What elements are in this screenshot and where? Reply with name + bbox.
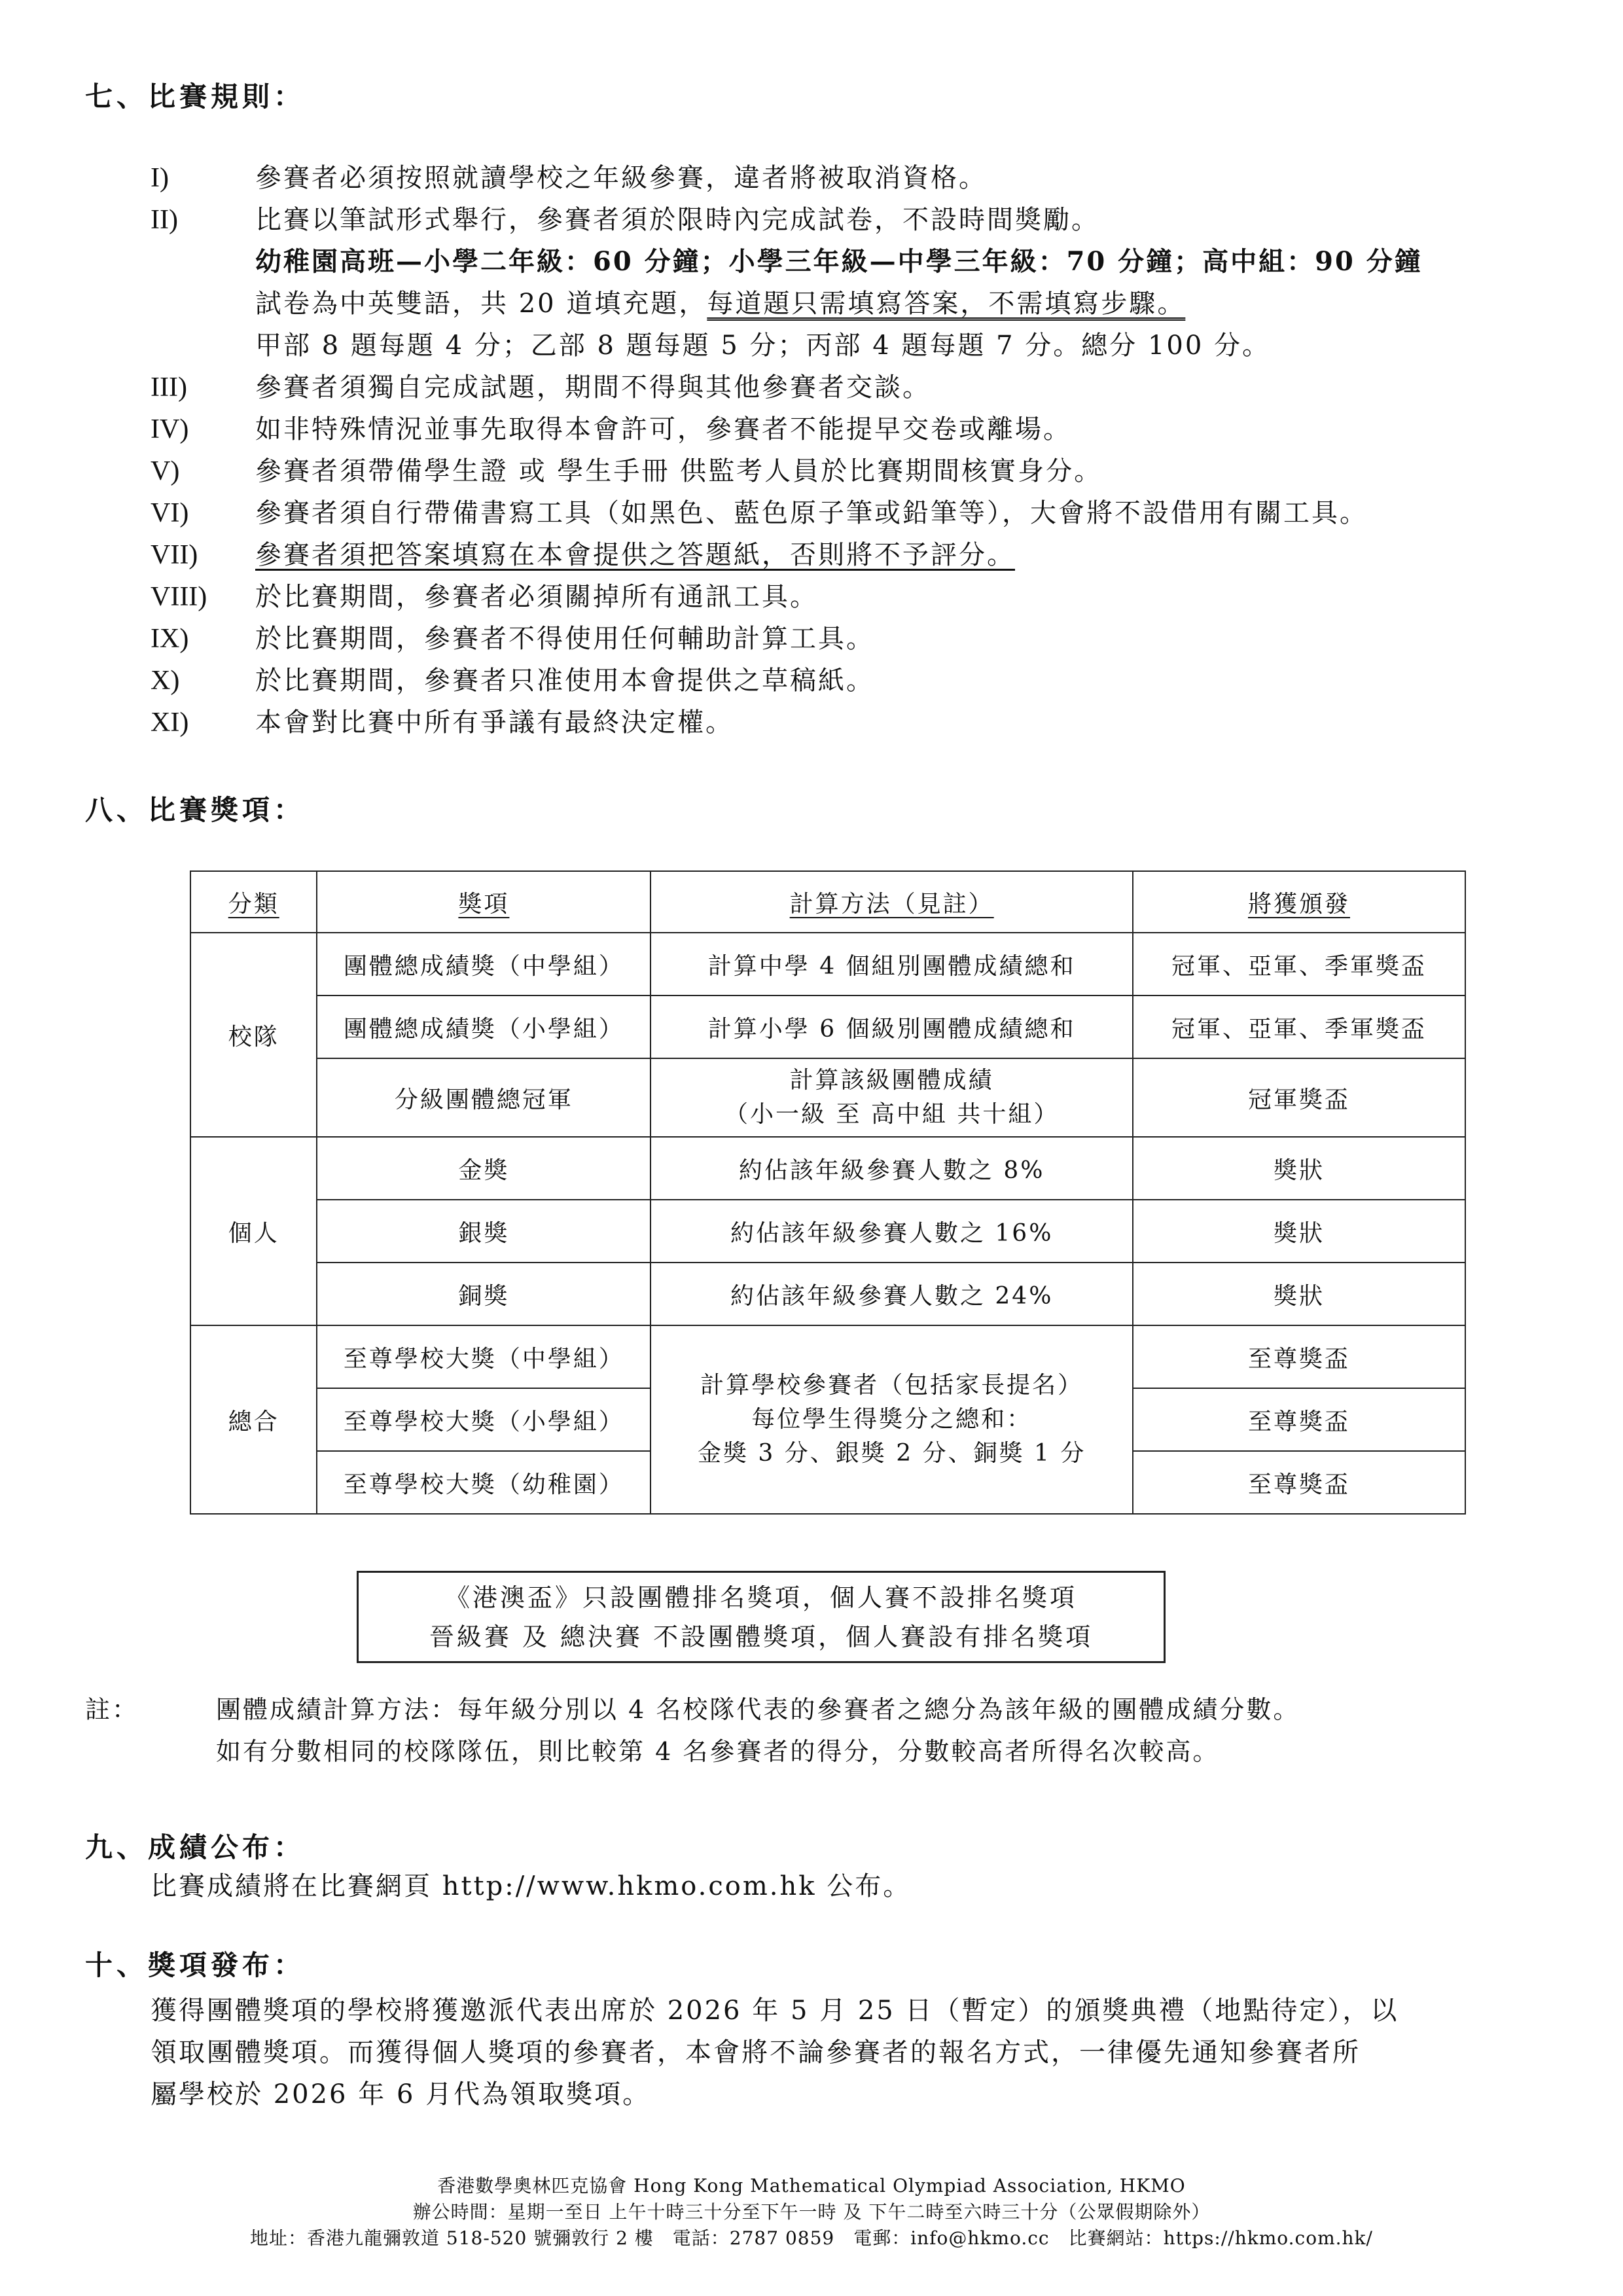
paragraph-line: 獲得團體獎項的學校將獲邀派代表出席於 2026 年 5 月 25 日（暫定）的頒獎典禮（地點待定），以	[151, 1996, 1399, 2026]
rule-text-emphasized	[255, 534, 1577, 576]
award-cell: 至尊學校大獎（小學組）	[317, 1388, 651, 1451]
category-cell: 校隊	[190, 933, 317, 1137]
exam-duration-line: 幼稚園高班—小學二年級：60 分鐘；小學三年級—中學三年級：70 分鐘；高中組：90 分鐘	[255, 246, 1423, 277]
rule-text: 比賽以筆試形式舉行，參賽者須於限時內完成試卷，不設時間獎勵。	[255, 205, 1099, 235]
note-body	[216, 1689, 1623, 1772]
rule-number: IX)	[151, 624, 189, 654]
rule-number: II)	[151, 205, 178, 235]
header-label: 計算方法（見註）	[789, 890, 994, 918]
table-row	[190, 933, 1465, 996]
section-9-title: 九、成績公布：	[85, 1831, 306, 1863]
exam-format-line	[151, 283, 1577, 325]
rule-text: 於比賽期間，參賽者不得使用任何輔助計算工具。	[255, 624, 874, 654]
note-line: 如有分數相同的校隊隊伍，則比較第 4 名參賽者的得分，分數較高者所得名次較高。	[216, 1737, 1220, 1766]
rule-number: III)	[151, 372, 187, 403]
method-line: （小一級 至 高中組 共十組）	[724, 1101, 1060, 1128]
rule-number: VIII)	[151, 582, 207, 612]
rule-number: VII)	[151, 540, 198, 570]
method-cell: 約佔該年級參賽人數之 16%	[651, 1200, 1133, 1263]
rule-number: X)	[151, 666, 180, 696]
rule-item	[151, 492, 1577, 534]
prize-cell: 冠軍、亞軍、季軍獎盃	[1133, 996, 1465, 1058]
prize-cell: 冠軍、亞軍、季軍獎盃	[1133, 933, 1465, 996]
method-cell: 計算中學 4 個組別團體成績總和	[651, 933, 1133, 996]
section-8-title: 八、比賽獎項：	[85, 794, 306, 826]
awards-table	[190, 870, 1466, 1515]
award-cell: 團體總成績獎（中學組）	[317, 933, 651, 996]
rule-number: V)	[151, 456, 180, 486]
rule-number: IV)	[151, 414, 189, 444]
rule-item	[151, 534, 1577, 576]
results-announcement	[151, 1865, 911, 1907]
notice-line: 《港澳盃》只設團體排名獎項，個人賽不設排名獎項	[444, 1583, 1077, 1612]
exam-scoring-line: 甲部 8 題每題 4 分；乙部 8 題每題 5 分；丙部 4 題每題 7 分。總分 100 分。	[255, 331, 1271, 361]
section-7-title: 七、比賽規則：	[85, 81, 306, 113]
rule-text: 如非特殊情況並事先取得本會許可，參賽者不能提早交卷或離場。	[255, 414, 1071, 444]
prize-cell: 冠軍獎盃	[1133, 1058, 1465, 1137]
rule-text: 參賽者須獨自完成試題，期間不得與其他參賽者交談。	[255, 372, 931, 403]
table-row	[190, 1263, 1465, 1325]
category-cell: 總合	[190, 1325, 317, 1514]
header-category	[190, 871, 317, 933]
rule-text: 於比賽期間，參賽者必須關掉所有通訊工具。	[255, 582, 818, 612]
rule-text: 本會對比賽中所有爭議有最終決定權。	[255, 708, 734, 738]
table-row	[190, 1058, 1465, 1137]
header-label: 分類	[228, 890, 279, 918]
header-prize	[1133, 871, 1465, 933]
table-row	[190, 1325, 1465, 1388]
prize-cell: 至尊獎盃	[1133, 1325, 1465, 1388]
method-line: 金獎 3 分、銀獎 2 分、銅獎 1 分	[697, 1440, 1086, 1467]
header-method	[651, 871, 1133, 933]
note-line: 團體成績計算方法：每年級分別以 4 名校隊代表的參賽者之總分為該年級的團體成績分數。	[216, 1695, 1300, 1724]
header-label: 將獲頒發	[1247, 890, 1350, 918]
header-award	[317, 871, 651, 933]
rule-text: 於比賽期間，參賽者只准使用本會提供之草稿紙。	[255, 666, 874, 696]
rule-item	[151, 157, 1577, 199]
prize-cell: 至尊獎盃	[1133, 1451, 1465, 1514]
rule-number: XI)	[151, 708, 189, 738]
award-cell: 銅獎	[317, 1263, 651, 1325]
method-cell: 約佔該年級參賽人數之 24%	[651, 1263, 1133, 1325]
rule-text: 參賽者須帶備學生證 或 學生手冊 供監考人員於比賽期間核實身分。	[255, 456, 1103, 486]
table-header-row	[190, 871, 1465, 933]
method-line: 每位學生得獎分之總和：	[751, 1406, 1033, 1433]
section-10-title: 十、獎項發布：	[85, 1949, 306, 1981]
rule-text: 參賽者必須按照就讀學校之年級參賽，違者將被取消資格。	[255, 163, 987, 193]
award-cell: 分級團體總冠軍	[317, 1058, 651, 1137]
rule-item	[151, 660, 1577, 702]
rule-text: 參賽者須把答案填寫在本會提供之答題紙，否則將不予評分。	[255, 540, 1015, 570]
exam-format-emphasis: 每道題只需填寫答案，不需填寫步驟。	[707, 289, 1186, 319]
table-row	[190, 996, 1465, 1058]
header-label: 獎項	[458, 890, 510, 918]
results-text: 比賽成績將在比賽網頁 http://www.hkmo.com.hk 公布。	[151, 1871, 912, 1901]
award-notice-box	[357, 1571, 1166, 1663]
exam-format-prefix: 試卷為中英雙語，共 20 道填充題，	[255, 289, 707, 319]
method-line: 計算該級團體成績	[789, 1067, 994, 1094]
rule-item	[151, 576, 1577, 618]
method-cell-shared	[651, 1325, 1133, 1514]
page-footer	[0, 2173, 1623, 2251]
rule-number: VI)	[151, 498, 189, 528]
method-line: 計算學校參賽者（包括家長提名）	[700, 1372, 1084, 1399]
rule-item	[151, 199, 1577, 241]
prize-cell: 獎狀	[1133, 1137, 1465, 1200]
table-row	[190, 1137, 1465, 1200]
note-label: 註：	[85, 1695, 139, 1724]
rule-item	[151, 702, 1577, 744]
award-cell: 金獎	[317, 1137, 651, 1200]
method-cell: 約佔該年級參賽人數之 8%	[651, 1137, 1133, 1200]
prize-cell: 至尊獎盃	[1133, 1388, 1465, 1451]
prize-cell: 獎狀	[1133, 1263, 1465, 1325]
award-cell: 至尊學校大獎（幼稚園）	[317, 1451, 651, 1514]
award-cell: 銀獎	[317, 1200, 651, 1263]
footer-org: 香港數學奧林匹克協會 Hong Kong Mathematical Olympiad Association, HKMO	[437, 2175, 1186, 2197]
rule-number: I)	[151, 163, 169, 193]
category-cell: 個人	[190, 1137, 317, 1325]
rule-item	[151, 450, 1577, 492]
footer-contact: 地址：香港九龍彌敦道 518-520 號彌敦行 2 樓 電話：2787 0859 電郵：info@hkmo.cc 比賽網站：https://hkmo.com.hk/	[250, 2227, 1373, 2249]
method-cell	[651, 1058, 1133, 1137]
award-cell: 至尊學校大獎（中學組）	[317, 1325, 651, 1388]
method-cell: 計算小學 6 個級別團體成績總和	[651, 996, 1133, 1058]
award-distribution-paragraph	[151, 1990, 1399, 2115]
award-cell: 團體總成績獎（小學組）	[317, 996, 651, 1058]
rule-item	[151, 408, 1577, 450]
competition-rules-list	[151, 157, 1577, 744]
rule-item	[151, 367, 1577, 408]
notice-line: 晉級賽 及 總決賽 不設團體獎項，個人賽設有排名獎項	[429, 1622, 1094, 1651]
table-row	[190, 1200, 1465, 1263]
rule-item	[151, 618, 1577, 660]
footer-hours: 辦公時間：星期一至日 上午十時三十分至下午一時 及 下午二時至六時三十分（公眾假期除外）	[412, 2201, 1211, 2223]
paragraph-line: 屬學校於 2026 年 6 月代為領取獎項。	[151, 2079, 651, 2109]
rule-text: 參賽者須自行帶備書寫工具（如黑色、藍色原子筆或鉛筆等），大會將不設借用有關工具。	[255, 498, 1368, 528]
prize-cell: 獎狀	[1133, 1200, 1465, 1263]
paragraph-line: 領取團體獎項。而獲得個人獎項的參賽者，本會將不論參賽者的報名方式，一律優先通知參賽者所	[151, 2037, 1361, 2068]
